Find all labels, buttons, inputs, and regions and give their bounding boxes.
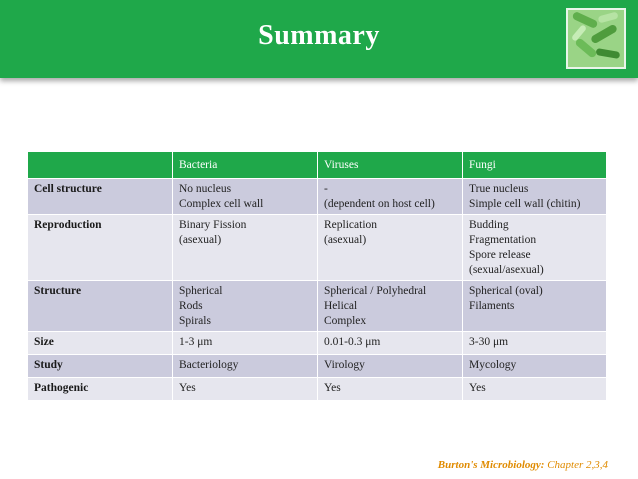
cell-text: Yes [179, 382, 196, 394]
row-label: Size [28, 331, 173, 354]
cell-text: Budding [469, 219, 509, 231]
cell-text: Yes [324, 382, 341, 394]
cell-text: (asexual) [324, 234, 367, 246]
cell-text: Mycology [469, 359, 517, 371]
cell-text: Yes [469, 382, 486, 394]
table-cell [173, 178, 318, 214]
table-cell [463, 280, 606, 331]
column-header-empty [28, 152, 173, 178]
cell-text: Spherical / Polyhedral [324, 285, 427, 297]
row-label: Reproduction [28, 214, 173, 280]
table-cell [318, 280, 463, 331]
table-cell [463, 214, 606, 280]
cell-text: Filaments [469, 300, 515, 312]
table-cell [318, 377, 463, 400]
cell-text: Fragmentation [469, 234, 537, 246]
table-cell [173, 214, 318, 280]
cell-text: Simple cell wall (chitin) [469, 198, 581, 210]
slide-header [0, 0, 638, 78]
cell-text: Replication [324, 219, 378, 231]
table-header-row [28, 152, 606, 178]
table-cell [318, 214, 463, 280]
cell-text: 0.01-0.3 μm [324, 336, 381, 348]
cell-text: Bacteriology [179, 359, 239, 371]
table-row [28, 377, 606, 400]
citation-chapter: Chapter 2,3,4 [544, 459, 608, 471]
cell-text: Binary Fission [179, 219, 247, 231]
cell-text: Virology [324, 359, 365, 371]
table-cell [463, 178, 606, 214]
cell-text: (sexual/asexual) [469, 264, 544, 276]
cell-text: No nucleus [179, 183, 232, 195]
column-header-viruses: Viruses [318, 152, 463, 178]
row-label: Structure [28, 280, 173, 331]
slide-title: Summary [258, 20, 380, 51]
cell-text: Complex [324, 315, 367, 327]
table-cell [173, 280, 318, 331]
table-row [28, 280, 606, 331]
table-row [28, 214, 606, 280]
bacteria-image-icon [566, 8, 626, 69]
column-header-fungi: Fungi [463, 152, 606, 178]
cell-text: Spherical (oval) [469, 285, 543, 297]
citation [438, 459, 608, 471]
table-cell [173, 377, 318, 400]
row-label: Pathogenic [28, 377, 173, 400]
cell-text: - [324, 183, 328, 195]
column-header-bacteria: Bacteria [173, 152, 318, 178]
table-row [28, 178, 606, 214]
row-label: Study [28, 354, 173, 377]
table-cell [173, 354, 318, 377]
table-row [28, 331, 606, 354]
row-label: Cell structure [28, 178, 173, 214]
cell-text: Spirals [179, 315, 211, 327]
citation-book: Burton's Microbiology: [437, 459, 545, 471]
table-cell [318, 354, 463, 377]
cell-text: True nucleus [469, 183, 529, 195]
table-cell [463, 354, 606, 377]
cell-text: Rods [179, 300, 203, 312]
cell-text: Spore release [469, 249, 531, 261]
table-row [28, 354, 606, 377]
summary-table [28, 152, 606, 400]
table-cell [318, 178, 463, 214]
cell-text: Helical [324, 300, 358, 312]
table-cell [173, 331, 318, 354]
table-cell [318, 331, 463, 354]
table-cell [463, 377, 606, 400]
cell-text: Complex cell wall [179, 198, 264, 210]
cell-text: 1-3 μm [179, 336, 213, 348]
table-cell [463, 331, 606, 354]
cell-text: (dependent on host cell) [324, 198, 435, 210]
cell-text: (asexual) [179, 234, 222, 246]
cell-text: Spherical [179, 285, 223, 297]
cell-text: 3-30 μm [469, 336, 509, 348]
